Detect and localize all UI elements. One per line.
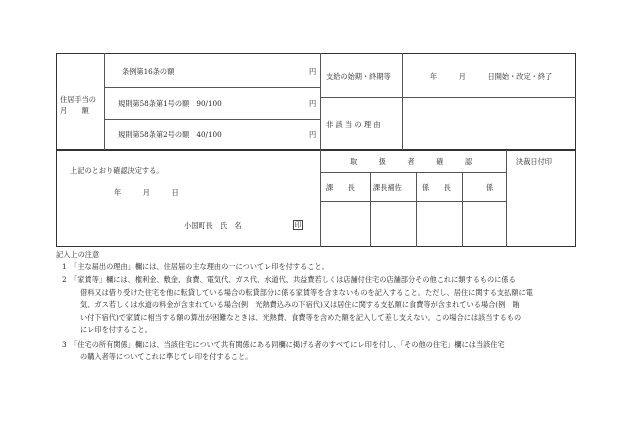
- divider: [462, 172, 463, 247]
- divider: [370, 172, 371, 247]
- mayor-name-label: 小国町長 氏 名: [184, 221, 242, 230]
- confirmation-date: 年 月 日: [114, 188, 179, 197]
- role-subsection-chief: 係 長: [422, 183, 451, 192]
- row-rule-58-2: 規則第58条第2号の額 40/100: [118, 130, 222, 139]
- seal-mark: 印: [294, 221, 302, 229]
- note-line: 3 「住宅の所有関係」欄には、当該住宅について共有関係にある同欄に掲げる者のすべてにレ印を付し、「その他の住宅」欄には当該住宅: [62, 340, 505, 349]
- notes-title: 記入上の注意: [56, 250, 100, 259]
- divider: [320, 150, 321, 247]
- divider: [104, 53, 105, 150]
- handling-confirm-header: 取 扱 者 確 認: [350, 157, 473, 166]
- approval-date-stamp-label: 決裁日付印: [516, 157, 552, 166]
- role-deputy-chief: 課長補佐: [373, 183, 402, 192]
- divider: [402, 53, 403, 150]
- divider: [320, 201, 506, 202]
- role-section-chief: 課 長: [326, 183, 355, 192]
- divider: [320, 53, 321, 150]
- divider: [506, 150, 507, 247]
- payment-period-label: 支給の始期・終期等: [326, 72, 391, 81]
- note-line: 借料又は借り受けた住宅を他に転貸している場合の転貸部分に係る家賃等を含まないものを記入すること。ただし、居住に関する支払額に電: [80, 288, 533, 297]
- payment-date-field: 年 月 日開始・改定・終了: [430, 72, 553, 81]
- yen-unit: 円: [309, 99, 317, 108]
- row-ordinance-16: 条例第16条の額: [122, 67, 175, 76]
- note-line: の購入者等についてこれに準じてレ印を付すること。: [80, 352, 253, 361]
- confirmation-table: [56, 150, 576, 247]
- row-rule-58-1: 規則第58条第1号の額 90/100: [118, 99, 222, 108]
- allowance-label: 住居手当の: [60, 95, 96, 104]
- divider: [104, 119, 320, 120]
- role-staff: 係: [486, 183, 494, 192]
- divider: [104, 87, 320, 88]
- divider: [416, 172, 417, 247]
- note-line: 気、ガス若しくは水道の料金が含まれている場合(例 光熱費込みの下宿代)又は居住に関する支払額に食費等が含まれている場合(例 賄: [80, 300, 520, 309]
- note-line: 2 「家賃等」欄には、権利金、敷金、食費、電気代、ガス代、水道代、共益費若しくは店舗付住宅の店舗部分その他これに類するものに係る: [62, 275, 516, 284]
- yen-unit: 円: [309, 67, 317, 76]
- note-line: い付下宿代)で家賃に相当する額の算出が困難なときは、光熱費、食費等を含めた額を記入して差し支えない。この場合には該当するもの: [80, 313, 522, 322]
- divider: [320, 172, 506, 173]
- yen-unit: 円: [309, 130, 317, 139]
- confirmation-statement: 上記のとおり確認決定する。: [70, 166, 164, 175]
- not-applicable-label: 非 該 当 の 理 由: [326, 120, 381, 129]
- divider: [320, 97, 576, 98]
- allowance-label-amount: 月 額: [60, 106, 89, 115]
- note-line: にレ印を付すること。: [80, 325, 152, 334]
- note-line: 1 「主な届出の理由」欄には、住居届の主な理由の一についてレ印を付すること。: [62, 262, 329, 271]
